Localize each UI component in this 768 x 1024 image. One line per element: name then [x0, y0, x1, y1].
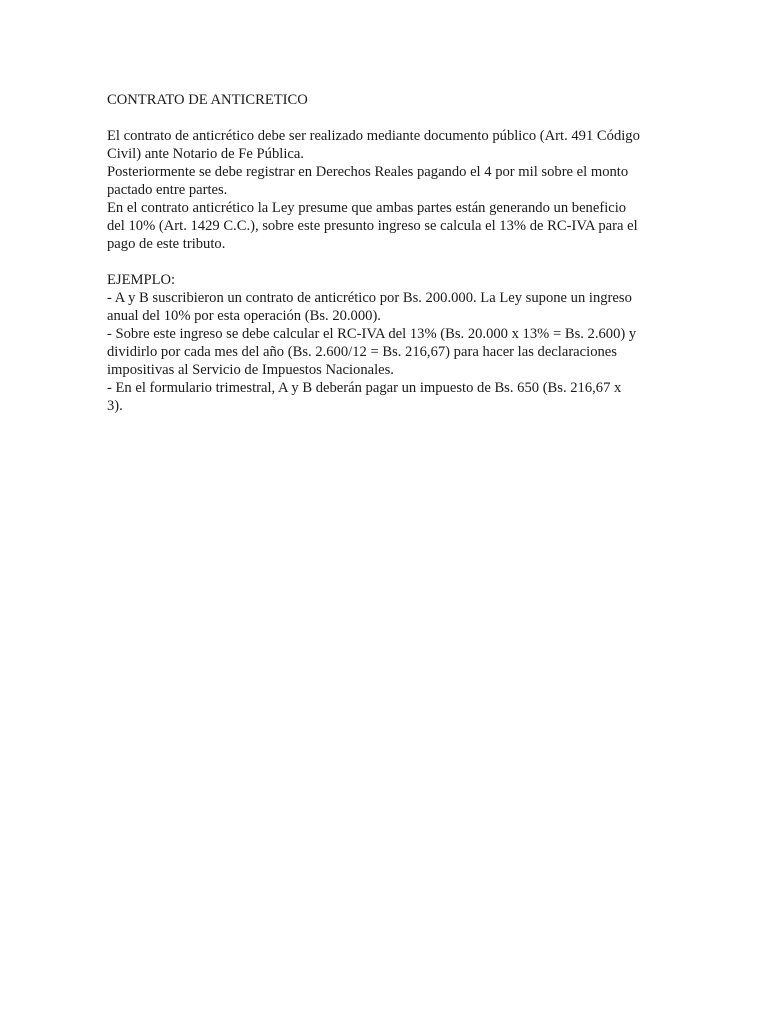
- example-item-contract: - A y B suscribieron un contrato de anticrético por Bs. 200.000. La Ley supone un ingreso anual del 10% por esta operación (Bs. 20.000).: [107, 290, 632, 324]
- document-title: CONTRATO DE ANTICRETICO: [107, 92, 308, 108]
- example-heading: EJEMPLO:: [107, 272, 176, 288]
- document-body: [107, 91, 667, 415]
- paragraph-presumed-benefit: En el contrato anticrético la Ley presume que ambas partes están generando un beneficio del 10% (Art. 1429 C.C.), sobre este presunto ingreso se calcula el 13% de RC-IVA para el pago de este tributo.: [107, 200, 638, 252]
- section-spacer: [107, 253, 667, 271]
- example-item-quarterly: - En el formulario trimestral, A y B deberán pagar un impuesto de Bs. 650 (Bs. 216,67 x 3).: [107, 380, 622, 414]
- paragraph-registration: Posteriormente se debe registrar en Derechos Reales pagando el 4 por mil sobre el monto pactado entre partes.: [107, 164, 629, 198]
- example-item-calculation: - Sobre este ingreso se debe calcular el RC-IVA del 13% (Bs. 20.000 x 13% = Bs. 2.600) y dividirlo por cada mes del año (Bs. 2.600/12 = Bs. 216,67) para hacer las declaraciones impositivas al Servicio de Impuestos Nacionales.: [107, 326, 637, 378]
- paragraph-public-document: El contrato de anticrético debe ser realizado mediante documento público (Art. 491 Código Civil) ante Notario de Fe Pública.: [107, 128, 640, 162]
